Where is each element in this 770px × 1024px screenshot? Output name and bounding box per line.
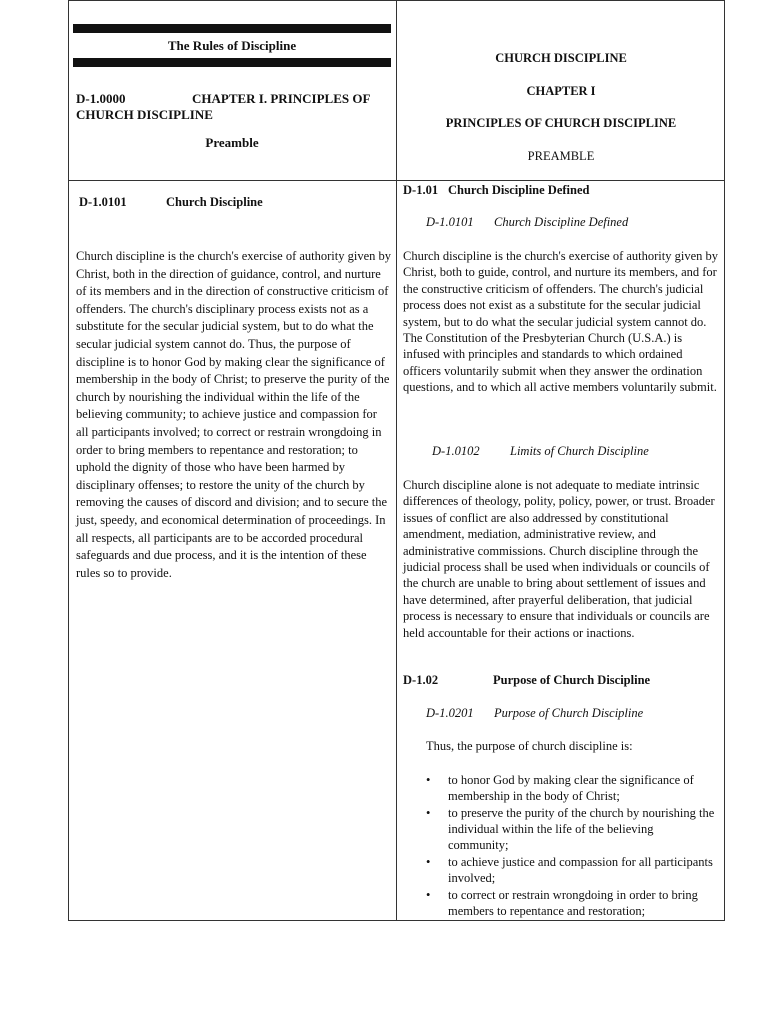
sec2-code: D-1.02 [403, 673, 439, 687]
sub1-code: D-1.0101 [426, 215, 474, 229]
list-item: • to honor God by making clear the significance of membership in the body of Christ; [426, 772, 716, 804]
left-chapter-code: D-1.0000 [76, 91, 126, 106]
sec2-title: Purpose of Church Discipline [493, 673, 651, 687]
sec1-code: D-1.01 [403, 183, 439, 197]
title-rule-bottom [73, 58, 391, 67]
purpose-intro: Thus, the purpose of church discipline is: [426, 739, 633, 753]
right-heading: CHURCH DISCIPLINE [495, 51, 627, 65]
row-divider-right [396, 180, 725, 181]
left-preamble: Preamble [205, 135, 259, 150]
sub2-body: Church discipline alone is not adequate to mediate intrinsic differences of theology, polity, policy, power, or trust. Broader issues of conflict are also addressed by constitutional amendment, mediation, administrative review, and administrative commissions. Church discipline through the judicial process shall be used when individuals or councils of the church are unable to bring about settlement of issues and have determined, after prayerful deliberation, that judicial process is necessary to ensure that individuals or councils are held accountable for their actions or inactions. [403, 478, 715, 640]
column-divider [396, 0, 397, 921]
left-chapter-title: CHAPTER I. PRINCIPLES OF [192, 91, 371, 106]
right-subheading: PRINCIPLES OF CHURCH DISCIPLINE [445, 116, 677, 130]
list-item: • to preserve the purity of the church by nourishing the individual within the life of the believing community; [426, 805, 716, 853]
left-chapter-title-2: CHURCH DISCIPLINE [76, 107, 213, 122]
list-item: • to correct or restrain wrongdoing in order to bring members to repentance and restoration; [426, 887, 716, 919]
sub3-title: Purpose of Church Discipline [494, 706, 644, 720]
right-preamble: PREAMBLE [527, 149, 595, 163]
list-item: • to achieve justice and compassion for all participants involved; [426, 854, 716, 886]
purpose-list [426, 772, 716, 920]
sub1-body: Church discipline is the church's exercise of authority given by Christ, both to guide, control, and nurture its members, and for the constructive criticism of offenders. The church's judicial process does not exist as a substitute for the secular judicial system, but to do what the secular judicial system cannot do. The Constitution of the Presbyterian Church (U.S.A.) is infused with principles and standards to which ordained officers voluntarily submit when they answer the ordination questions, and to which all active members voluntarily submit. [403, 249, 719, 395]
title-rule-top [73, 24, 391, 33]
right-chapter: CHAPTER I [526, 84, 596, 98]
row-divider-left [68, 180, 396, 181]
left-title: The Rules of Discipline [167, 38, 297, 53]
left-body-text: Church discipline is the church's exercise of authority given by Christ, both in the direction of guidance, control, and nurture of its members and in the direction of constructive criticism of offenders. The church's disciplinary process exists not as a substitute for the secular judicial system, but to do what the secular judicial system cannot do. Thus, the purpose of discipline is to honor God by making clear the significance of membership in the body of Christ; to preserve the purity of the church by nourishing the individual within the life of the believing community; to achieve justice and compassion for all participants involved; to correct or restrain wrongdoing in order to bring members to repentance and restoration; to uphold the dignity of those who have been harmed by disciplinary offenses; to restore the unity of the church by removing the causes of discord and division; and to secure the just, speedy, and economical determination of proceedings. In all respects, all participants are to be accorded procedural safeguards and due process, and it is the intention of these rules so to provide. [76, 249, 392, 580]
sub3-code: D-1.0201 [426, 706, 474, 720]
sec1-title: Church Discipline Defined [448, 183, 590, 197]
sub2-code: D-1.0102 [432, 444, 480, 458]
sub1-title: Church Discipline Defined [494, 215, 629, 229]
left-section-code: D-1.0101 [79, 195, 127, 209]
left-section-title: Church Discipline [166, 195, 263, 209]
sub2-title: Limits of Church Discipline [510, 444, 649, 458]
